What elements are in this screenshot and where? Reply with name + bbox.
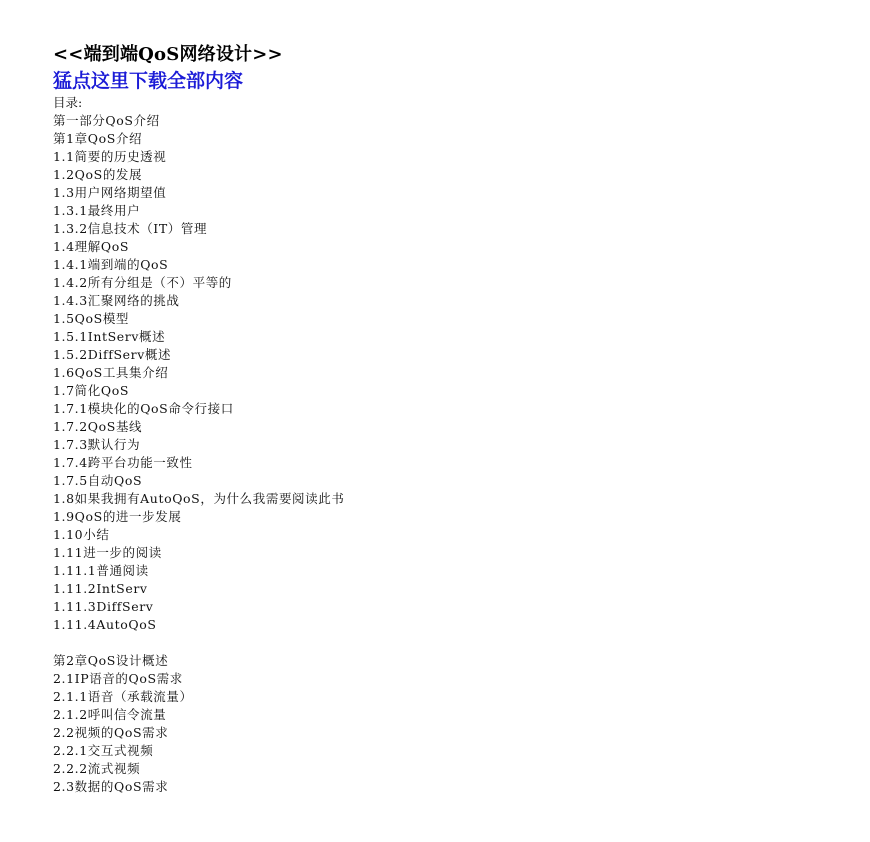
toc-entry: 1.5.1IntServ概述 <box>53 329 166 344</box>
toc-entry: 1.11.4AutoQoS <box>53 617 157 632</box>
toc-entry: 1.3.2信息技术（IT）管理 <box>53 221 208 236</box>
toc-entry: 2.2.1交互式视频 <box>53 743 154 758</box>
toc-entry: 1.11进一步的阅读 <box>53 545 162 560</box>
toc-entry: 1.7.1模块化的QoS命令行接口 <box>53 401 234 416</box>
toc-entry: 1.5QoS模型 <box>53 311 130 326</box>
toc-entry: 2.1.1语音（承载流量） <box>53 689 193 704</box>
toc-entry: 1.6QoS工具集介绍 <box>53 365 169 380</box>
toc-entry: 第1章QoS介绍 <box>53 131 143 146</box>
toc-entry: 1.11.1普通阅读 <box>53 563 149 578</box>
toc-entry: 1.4.3汇聚网络的挑战 <box>53 293 180 308</box>
toc-entry: 1.8如果我拥有AutoQoS，为什么我需要阅读此书 <box>53 491 345 506</box>
toc-entry: 1.4.2所有分组是（不）平等的 <box>53 275 232 290</box>
toc-entry: 1.11.3DiffServ <box>53 599 154 614</box>
table-of-contents <box>53 112 833 796</box>
toc-entry: 1.7.5自动QoS <box>53 473 143 488</box>
toc-entry: 2.2.2流式视频 <box>53 761 141 776</box>
toc-entry: 1.3.1最终用户 <box>53 203 141 218</box>
toc-entry: 1.3用户网络期望值 <box>53 185 167 200</box>
toc-entry: 1.1简要的历史透视 <box>53 149 167 164</box>
toc-entry: 1.7.4跨平台功能一致性 <box>53 455 193 470</box>
toc-entry: 1.4理解QoS <box>53 239 130 254</box>
download-all-link[interactable]: 猛点这里下载全部内容 <box>53 70 244 92</box>
toc-entry: 1.7.3默认行为 <box>53 437 141 452</box>
toc-label: 目录: <box>53 95 83 110</box>
toc-entry: 1.4.1端到端的QoS <box>53 257 169 272</box>
toc-entry: 2.1IP语音的QoS需求 <box>53 671 183 686</box>
book-title: <<端到端QoS网络设计>> <box>53 44 283 65</box>
toc-entry: 第一部分QoS介绍 <box>53 113 160 128</box>
toc-entry: 1.9QoS的进一步发展 <box>53 509 182 524</box>
toc-entry: 2.3数据的QoS需求 <box>53 779 169 794</box>
toc-entry: 2.2视频的QoS需求 <box>53 725 169 740</box>
toc-entry: 1.5.2DiffServ概述 <box>53 347 172 362</box>
toc-entry: 1.7简化QoS <box>53 383 130 398</box>
toc-entry: 1.10小结 <box>53 527 110 542</box>
toc-entry: 2.1.2呼叫信令流量 <box>53 707 167 722</box>
toc-entry: 第2章QoS设计概述 <box>53 653 169 668</box>
toc-entry: 1.7.2QoS基线 <box>53 419 143 434</box>
toc-entry: 1.2QoS的发展 <box>53 167 143 182</box>
toc-entry: 1.11.2IntServ <box>53 581 148 596</box>
document-page <box>53 43 833 796</box>
